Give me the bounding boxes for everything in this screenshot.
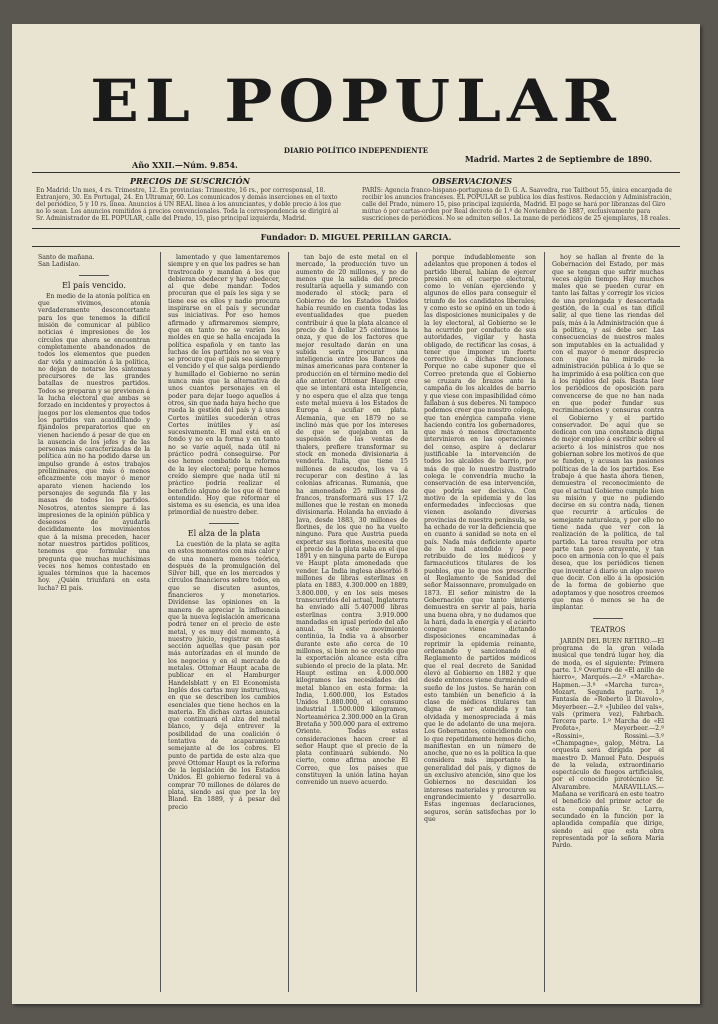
article-body: hoy se hallan al frente de la Gobernación del Estado, por más que se tengan que sufrir muchas veces algún tiempo. Hay muchos males que se pueden curar en tanto las faltas y corregir los vicios de una prolongada y desacertada gestión, de la cual es tan difícil salir, al que tiene las riendas del país, más á la Administración que á la política, y así debe ser. Las consecuencias de nuestros males son imputables en la actualidad y con el mayor ó menor desprecio con que ha mirado la administración pública á lo que se ha imprimido á esa política con que á los rápidos del país. Basta leer los periódicos de oposición para convencerse de que no han nada en que poder fundar sus recriminaciones y censuras contra el Gobierno y el partido conservador. De aquí que se dedican con una constancia digna de mejor empleo á escribir sobre el acierto á los ministros que nos gobiernan sobre los motivos de que se funden, y acusan las pasiones políticas de la de los partidos. Ese trabajo á que hasta ahora tienen, demuestra el reconocimiento de que el actual Gobierno cumple bien su misión y que no pudiendo decirse en su contra nada, tienen que recurrir á artículos de semejante naturaleza, y por ello no tiene nada que ver con la realización de la política, de tal partido. La tarea resulta por otra parte tan poco atrayente, y tan poco en armonía con lo que el país desea, que los periódicos tienen que inventar á diario un algo nuevo que decir. Con ello á la oposición de la forma de gobierno que adoptamos y que nosotros creemos que mas ó menos se ha de implantar. (552, 254, 664, 612)
saint-line: Santo de mañana. (38, 254, 95, 261)
column-divider (416, 252, 417, 992)
masthead-subtitle: DIARIO POLÍTICO INDEPENDIENTE (283, 146, 429, 155)
subscription-text: En Madrid: Un mes, 4 rs. Trimestre, 12. En provincias: Trimestre, 16 rs., por corresponsal, 18. Extranjero, 30. En Portugal, 24. En Ultramar, 60. Los comunicados y demás inserciones en el texto del periódico, 5 y 10 rs. línea. Anuncios á UN REAL línea á los anunciantes, y doble precio á los que no lo sean. Los anuncios remitidos á precios convencionales. Toda la correspondencia se dirigirá al Sr. Administrador de EL POPULAR, calle del Prado, 15, piso principal izquierda, Madrid. (36, 187, 341, 222)
article-body: JARDÍN DEL BUEN RETIRO.—El programa de la gran velada musical que tendrá lugar hoy, día de moda, es el siguiente: Primera parte. 1.º Overture de «El anillo de hierro», Marqués.—2.º «Marcha». Hapmen.—3.º «Marcha turca», Mozart. Segunda parte. 1.º Fantasía de «Roberto il Diavolo», Meyerbeer.—2.º «Jubileo del vals», vals (primera vez), Fahrbach. Tercera parte. 1.º Marcha de «El Profeta», Meyerbeer.—2.º «Rossini», Rossini.—3.º «Champagne», galop, Métra. La orquesta será dirigida por el maestro D. Manuel Pato. Después de la velada, extraordinario espectáculo de fuegos artificiales, por el conocido pirotécnico Sr. Alvarambre. MARAVILLAS.—Mañana se verificará en este teatro el beneficio del primer actor de esta compañía Sr. Larra, secundado en la función por la aplaudida compañía que dirige, siendo así que esta obra representada por la señora María Pardo. (552, 637, 664, 850)
fundador-rule (32, 246, 680, 247)
subscription-heading: PRECIOS DE SUSCRICIÓN (130, 176, 250, 186)
dateline: Madrid. Martes 2 de Septiembre de 1890. (464, 154, 652, 164)
column-5 (552, 254, 664, 994)
article-title: El alza de la plata (187, 528, 261, 538)
column-4 (424, 254, 536, 994)
column-1 (38, 254, 150, 994)
column-divider (288, 252, 289, 992)
article-body: porque indudablemente son adelantos que proponen á todos el partido liberal, habían de ejercer presión en el cuerpo electoral, como lo venían ejerciendo y algunos de ellos para conseguir el triunfo de los candidatos liberales; y como esto se opinó en un todo á las disposiciones municipales y de la ley electoral, al Gobierno se le ha ocurrido por conducto de sus autoridades, vigilar y hasta obligado, de rectificar las cosas, á tener que imponer un fuerte correctivo á dichas funciones. Porque no cabe suponer que el Correo pretenda que el Gobierno se cruzara de brazos ante la campaña de los alcaldes de barrio y que viese con impasibilidad cómo fallaban á sus deberes. Ni tampoco podemos creer que nuestro colega, que tan enérgica campaña viene haciendo contra los gobernadores, que más ó menos directamente intervinieron en las operaciones del censo, aspire á declarar justificable la intervención de todos los alcaldes de barrio, por más de que lo nuestro ilustrado colega le convendría mucho la conservación de esa intervención, que podría ser decisiva. Con motivo de la epidemia y de las enfermedades infecciosas que vienen asolando diversas provincias de nuestra península, se ha echado de ver la deficiencia que en cuanto á sanidad se nota en el país. Nada más deficiente aparte de lo mal atendido y peor retribuido de los médicos y farmacéuticos titulares de los pueblos, que lo que nos prescribe el Reglamento de Sanidad del señor Maissonnave, promulgado en 1873. El señor ministro de la Gobernación que tanto interés demuestra en servir al país, haría una buena obra, y no dudamos que la hará, dada la energía y el acierto conque viene dictando disposiciones encaminadas á reprimir la epidemia reinante, ordenando y sancionando el Reglamento de partidos médicos que el real decreto de Sanidad elevó al Gobierno en 1882 y que desde entonces viene durmiendo el sueño de los justos. Se harán con esto también un beneficio á la clase de médicos titulares tan digna de ser atendida y tan olvidada y menospreciada á más que le de adelanto de una mejora. Los Gobernantes, coincidiendo con lo que repetidamente hemos dicho, manifiestan en un número de anoche, que no es la política la que considera más importante la generalidad del país, y dignos de un exclusivo atención, sino que los Gobiernos no descuidan los intereses materiales y procuren su engrandecimiento y desarrollo. Estas ingenuas declaraciones, seguros, serán satisfechas por lo que (424, 254, 536, 823)
separator (593, 618, 623, 619)
article-body: tan bajo de este metal en el mercado, la producción tuvo un aumento de 20 millones, y no de menos que la salida del precio resultaría aquella y sumando con moderado el stock; para el Gobierno de los Estados Unidos había reunido en cuenta todas las eventualidades que pueden contribuir á que la plata alcance el precio de 1 dollar 25 céntimos la onza, y que de los factores que mejor resultado darán en una subida sería procurar una inteligencia entre los Bancos de minas americanas para contener la producción en el término medio del año anterior. Ottomar Haupt cree que se intentará esta inteligencia, y no espera que el alza que tenga este metal mueva á los Estados de Europa á acuñar en plata. Alemania, que en 1879 no se inclinó más que por los intereses de que se quejaban en la suspensión de las ventas de thalers, prefiere transformar su stock en moneda divisionaria á venderla. Italia, que tiene 15 millones de escudos, los va á recuperar con destino á las colonias africanas. Rumanía, que ha amonedado 25 millones de francos, transformará sus 17 1/2 millones que le restan en moneda divisionaria. Holanda ha enviado á Java, desde 1883, 30 millones de florines, de los que no ha vuelto ninguno. Para que Austria pueda exportar sus florines, necesita que el precio de la plata suba en el que 1891 y en ninguna parte de Europa ve Haupt plata amonedada que vender. La India inglesa absorbió 8 millones de libras esterlinas en plata en 1883, 4.300.000 en 1889, 3.800.000, y en los seis meses transcurridos del actual, Inglaterra ha enviado allí 5.407000 libras esterlinas contra 3.919.000 mandadas en igual período del año anual. Si este movimiento continúa, la India va á absorber durante este año cerca de 10 millones, si bien no se crecido que la exportación alcance esta cifra subiendo el precio de la plata. Mr. Haupt estima en 4.000.000 kilogramos las necesidades del metal blanco en esta forma: la India, 1.600.000, los Estados Unidos 1.880.000, el consumo industrial 1.500.000 kilogramos, Norteamérica 2.300.000 en la Gran Bretaña y 500.000 para el extremo Oriente. Todas estas consideraciones hacen creer al señor Haupt que el precio de la plata continuará subiendo. No cierto, como afirma anoche El Correo, que los países que constituyen la unión latina hayan convenido un nuevo acuerdo. (296, 254, 408, 787)
article-body: lamentado y que lamentaremos siempre y en que los padres se han trastrocado y mandan á los que debieran obedecer y hay obedecer, al que debe mandar. Todos procuran que el país les siga y se tiene ese es ellos y nadie procura inspirarse en el país y secundar sus iniciativas. Por eso hemos afirmado y afirmaremos siempre, que en tanto no se varíen los moldes en que se halla encajada la política española y en tanto las luchas de los partidos no se vea y se procure que el país sea siempre el vencido y el que salga perdiendo y humillado el Gobierno no serán nunca más que la alternativa de unos cuantos personajes en el poder para dejar luego aquellos á otros, sin que nada haya hecho que rueda la gestión del país y á unos Cortes inútiles sucederán otras Cortes inútiles y así sucesivamente. El mal está en el fondo y no en la forma y en tanto no se varíe aquél, nada útil ni práctico podrá conseguirse. Por eso hemos combatido la reforma de la ley electoral; porque hemos creído siempre que nada útil ni práctico podría realizar el beneficio alguno de los que él tiene entendido. Hoy que reformar el sistema es su esencia, es una idea primordial de nuestro deber. (168, 254, 280, 517)
article-title: El país vencido. (62, 280, 126, 290)
column-3 (296, 254, 408, 994)
article-body: En medio de la atonía política en que vivimos, atonía verdaderamente desconcertante para los que tenemos la difícil misión de comunicar al público noticias é impresiones de los círculos que ahora se encuentran completamente abandonados de todos los elementos que pueden dar vida y animación á la política, no dejan de notarse los síntomas precursores de las grandes batallas de nuestros partidos. Todos se preparan y se previenen á la lucha electoral que ambas se forzado en incidentes y proyectos á juegos por los elementos que todos los partidos van acaudillando y fijándolos preparatorios que en vienen haciendo á pesar de que en la ausencia de los jefes y de las personas más caracterizadas de la política aún no ha podido darse un impulso grande á estos trabajos preliminares, que más ó menos eficazmente con mayor ó menor aparato vienen haciendo los personajes de segunda fila y las masas de todos los partidos. Nosotros, atentos siempre á las impresiones de la opinión pública y deseosos de ayudarla decididamente los movimientos que á la misma preceden, hacer notar nuestros partidos políticos, tenemos que formular una pregunta que muchas muchísimas veces nos hemos contestado en iguales términos que la hacemos hoy. ¿Quién triunfará en esta lucha? El país. (38, 292, 150, 592)
newspaper-page (12, 24, 700, 1004)
masthead-title: EL POPULAR (90, 67, 622, 136)
fundador: Fundador: D. MIGUEL PERILLAN GARCIA. (260, 232, 452, 242)
saint-name: San Ladislao. (38, 261, 81, 269)
column-2 (168, 254, 280, 994)
separator (209, 523, 239, 524)
info-rule (32, 228, 680, 229)
issue-number: Año XXII.—Núm. 9.854. (132, 160, 238, 170)
section-title: TEATROS (590, 625, 626, 634)
separator (79, 275, 109, 276)
article-body: La cuestión de la plata se agita en estos momentos con más calor y de una manera menos teórica, después de la promulgación del Silver bill, que en los mercados y círculos financieros sobre todos, en que se discuten asuntos, financieros y monetarios. Divídense las opiniones en la manera de apreciar la influencia que la nueva legislación americana podrá tener en el precio de este metal, y es muy del momento, á nuestro juicio, registrar en esta sección aquellas que pasan por más autorizadas en el mundo de los negocios y en el mercado de metales. Ottomar Haupt acaba de publicar en el Hamburger Handelsblatt y en El Economista Inglés dos cartas muy instructivas, en que se describen los cambios esenciales que tiene hechos en la materia. En dichas cartas anuncia que continuará el alza del metal blanco, y deja entrever la posibilidad de una coalición ó tentativa de acaparamiento semejante al de los cobres. El punto de partida de este alza que prevé Ottomar Haupt es la reforma de la legislación de los Estados Unidos. El gobierno federal va á comprar 70 millones de dólares de plata, siendo así que por la ley Bland. En 1889, y á pesar del precio (168, 540, 280, 811)
observaciones-text: PARÍS: Agencia franco-hispano-portuguesa de D. G. A. Saavedra, rue Taitbout 55, única encargada de recibir los anuncios franceses. EL POPULAR se publica los días festivos. Redacción y Administración, calle del Prado, número 15, piso principal izquierda, Madrid. El pago se hará por libranzas del Giro mútuo ó por cartas-orden por Real decreto de 1.º de Noviembre de 1887, exclusivamente para suscriciones de periódicos. No se admiten sellos. La mano de periódicos de 25 ejemplares, 18 reales. (362, 187, 672, 222)
observaciones-heading: OBSERVACIONES (432, 176, 513, 186)
header-rule (32, 172, 680, 173)
column-divider (544, 252, 545, 992)
column-divider (160, 252, 161, 992)
